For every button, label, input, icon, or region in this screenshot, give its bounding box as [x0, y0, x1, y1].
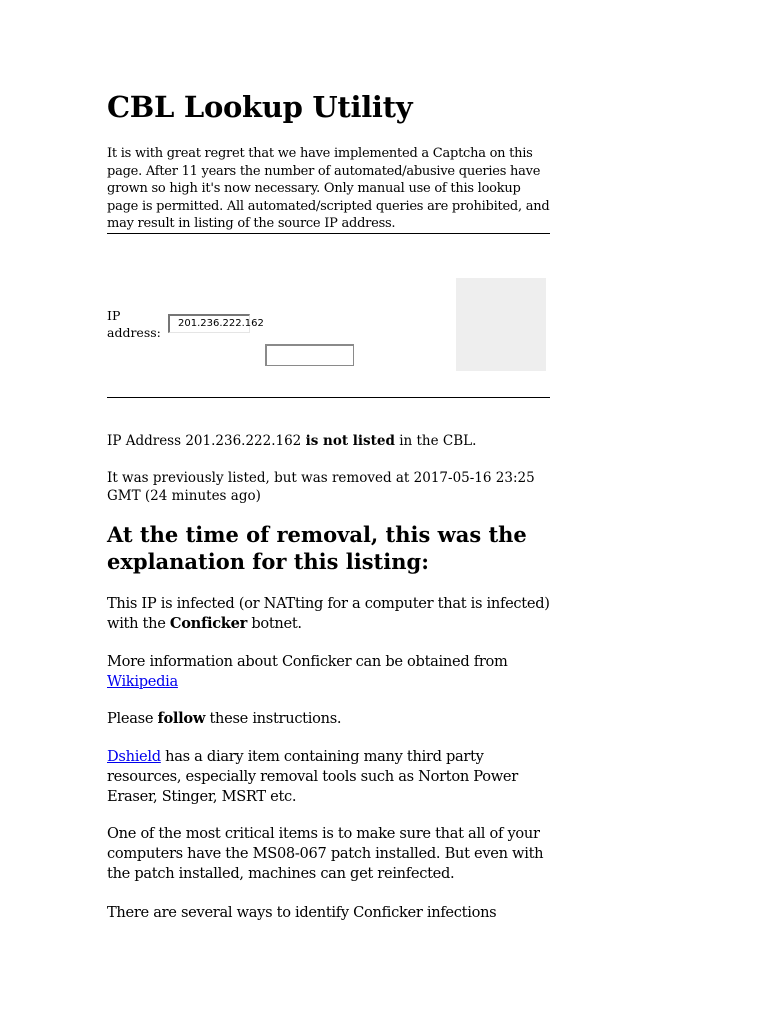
result-prefix: IP Address 201.236.222.162: [107, 433, 302, 449]
botnet-name: Conficker: [169, 615, 247, 632]
divider-top: [107, 233, 550, 234]
instructions-suffix: these instructions.: [209, 710, 342, 727]
result-status: is not listed: [305, 433, 395, 449]
identify-paragraph: There are several ways to identify Conficker infections: [107, 904, 497, 921]
more-info-text: More information about Conficker can be obtained from: [107, 653, 508, 670]
infection-text: This IP is infected (or NATting for a computer that is infected) with the: [107, 595, 550, 632]
instructions-paragraph: [107, 709, 550, 729]
wikipedia-link[interactable]: Wikipedia: [107, 673, 178, 690]
captcha-input[interactable]: [265, 344, 354, 366]
follow-emphasis: follow: [157, 710, 206, 727]
result-suffix: in the CBL.: [399, 433, 477, 449]
dshield-paragraph: [107, 747, 550, 807]
ip-address-label: IP address:: [107, 308, 161, 340]
infection-paragraph: [107, 594, 550, 634]
divider-bottom: [107, 397, 550, 398]
ip-address-input[interactable]: 201.236.222.162: [168, 314, 250, 333]
lookup-result: [107, 432, 550, 450]
captcha-image: [456, 278, 546, 371]
infection-suffix: botnet.: [251, 615, 302, 632]
dshield-link[interactable]: Dshield: [107, 748, 161, 765]
more-info-paragraph: [107, 652, 550, 692]
listing-history: It was previously listed, but was removed at 2017-05-16 23:25 GMT (24 minutes ago): [107, 470, 535, 504]
explanation-heading: At the time of removal, this was the explanation for this listing:: [107, 522, 527, 574]
dshield-text: has a diary item containing many third party resources, especially removal tools such as Norton Power Eraser, Stinger, MSRT etc.: [107, 748, 518, 805]
captcha-notice: It is with great regret that we have implemented a Captcha on this page. After 11 years the number of automated/abusive queries have grown so high it's now necessary. Only manual use of this lookup page is permitted. All automated/scripted queries are prohibited, and may result in listing of the source IP address.: [107, 146, 550, 232]
instructions-prefix: Please: [107, 710, 154, 727]
patch-paragraph: One of the most critical items is to make sure that all of your computers have the MS08-067 patch installed. But even with the patch installed, machines can get reinfected.: [107, 825, 544, 882]
page-title: CBL Lookup Utility: [107, 90, 413, 124]
